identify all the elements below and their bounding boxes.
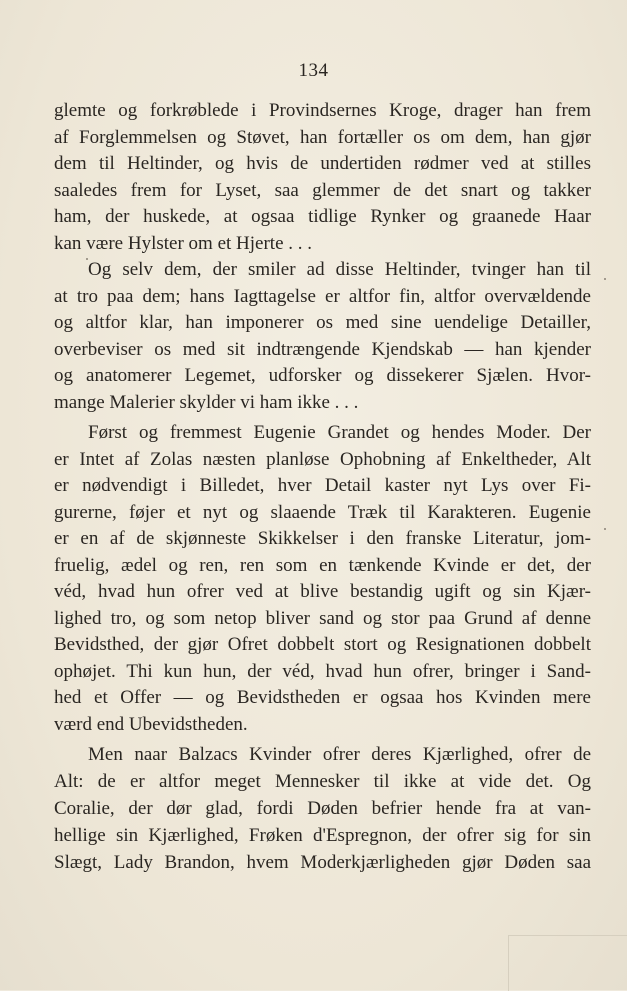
- text-line: Og selv dem, der smiler ad disse Heltinder, tvinger han til: [88, 259, 591, 280]
- text-line: ophøjet. Thi kun hun, der véd, hvad hun ofrer, bringer i Sand-: [54, 660, 591, 682]
- text-line: Men naar Balzacs Kvinder ofrer deres Kjærlighed, ofrer de: [88, 744, 591, 765]
- text-line: værd end Ubevidstheden.: [54, 713, 248, 735]
- text-line: og altfor klar, han imponerer os med sine uendelige Detailler,: [54, 312, 591, 333]
- text-line: af Forglemmelsen og Støvet, han fortæller os om dem, han gjør: [54, 126, 591, 148]
- page-corner-lines: [508, 935, 627, 991]
- text-line: glemte og forkrøblede i Provindsernes Kroge, drager han frem: [54, 100, 591, 121]
- text-line: mange Malerier skylder vi ham ikke . . .: [54, 391, 359, 413]
- text-line: Alt: de er altfor meget Mennesker til ikke at vide det. Og: [54, 771, 591, 792]
- text-line: hed et Offer — og Bevidstheden er ogsaa hos Kvinden mere: [54, 687, 591, 708]
- text-line: og anatomerer Legemet, udforsker og dissekerer Sjælen. Hvor-: [54, 365, 591, 386]
- text-line: dem til Heltinder, og hvis de undertiden rødmer ved at stilles: [54, 153, 591, 174]
- text-line: gurerne, føjer et nyt og slaaende Træk til Karakteren. Eugenie: [54, 501, 591, 523]
- text-line: Coralie, der dør glad, fordi Døden befrier hende fra at van-: [54, 798, 591, 819]
- text-line: ham, der huskede, at ogsaa tidlige Rynker og graanede Haar: [54, 206, 591, 227]
- text-line: Slægt, Lady Brandon, hvem Moderkjærligheden gjør Døden saa: [54, 852, 591, 873]
- text-line: er Intet af Zolas næsten planløse Ophobning af Enkeltheder, Alt: [54, 448, 591, 470]
- text-line: lighed tro, og som netop bliver sand og stor paa Grund af denne: [54, 607, 591, 629]
- text-line: fruelig, ædel og ren, ren som en tænkende Kvinde er det, der: [54, 554, 591, 576]
- text-line: at tro paa dem; hans Iagttagelse er altfor fin, altfor overvældende: [54, 285, 591, 307]
- text-line: Først og fremmest Eugenie Grandet og hendes Moder. Der: [88, 422, 591, 443]
- text-line: saaledes frem for Lyset, saa glemmer de det snart og takker: [54, 179, 591, 201]
- speck-mark: [86, 258, 88, 260]
- text-line: er nødvendigt i Billedet, hver Detail kaster nyt Lys over Fi-: [54, 475, 591, 496]
- text-line: kan være Hylster om et Hjerte . . .: [54, 232, 313, 254]
- speck-mark: [604, 528, 606, 530]
- text-line: er en af de skjønneste Skikkelser i den franske Literatur, jom-: [54, 528, 591, 549]
- speck-mark: [604, 278, 606, 280]
- page-number: 134: [298, 60, 329, 81]
- text-line: hellige sin Kjærlighed, Frøken d'Espregnon, der ofrer sig for sin: [54, 825, 591, 846]
- text-line: overbeviser os med sit indtrængende Kjendskab — han kjender: [54, 338, 591, 360]
- text-line: Bevidsthed, der gjør Ofret dobbelt stort og Resignationen dobbelt: [54, 634, 591, 655]
- text-line: véd, hvad hun ofrer ved at blive bestandig ugift og sin Kjær-: [54, 581, 591, 602]
